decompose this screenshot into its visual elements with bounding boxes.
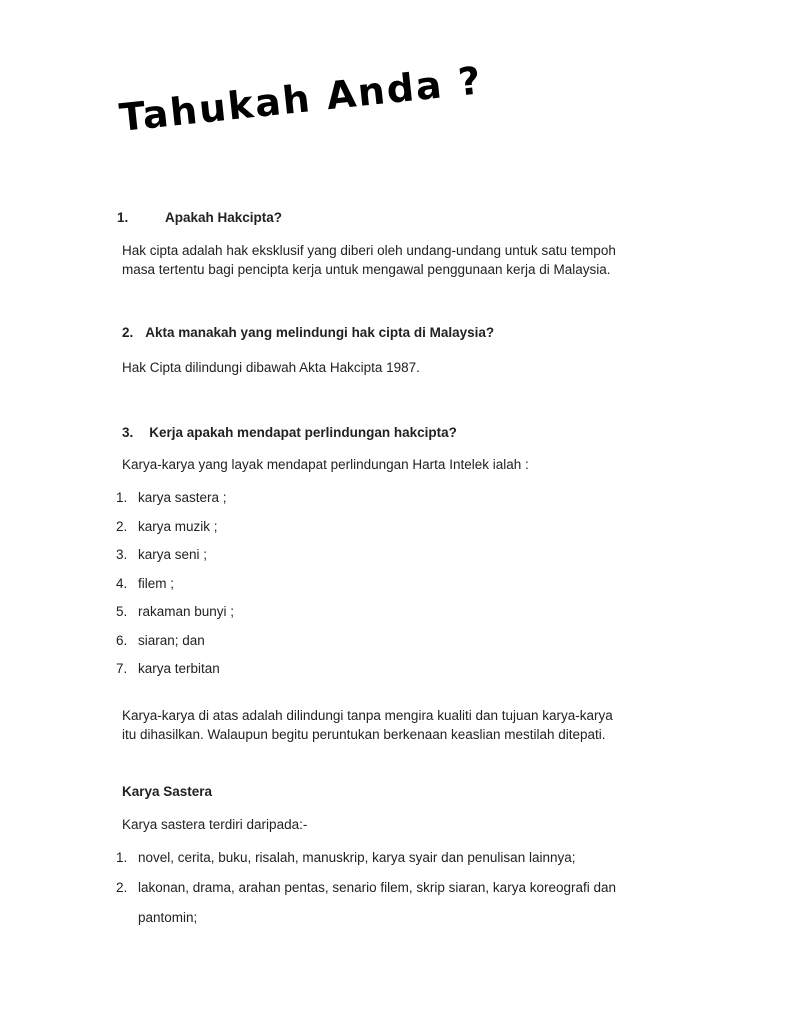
- works-note-line-2: itu dihasilkan. Walaupun begitu peruntukan berkenaan keaslian mestilah ditepati.: [122, 727, 606, 742]
- list-item: 1. novel, cerita, buku, risalah, manuskrip, karya syair dan penulisan lainnya;: [116, 850, 576, 865]
- answer-1: [122, 241, 616, 279]
- works-list: [116, 488, 234, 688]
- answer-1-line-2: masa tertentu bagi pencipta kerja untuk mengawal penggunaan kerja di Malaysia.: [122, 262, 611, 277]
- list-item-continuation: pantomin;: [138, 910, 198, 925]
- list-item: 6. siaran; dan: [116, 632, 205, 648]
- works-note-line-1: Karya-karya di atas adalah dilindungi tanpa mengira kualiti dan tujuan karya-karya: [122, 708, 613, 723]
- question-1-number: 1.: [117, 210, 129, 225]
- list-item: 5. rakaman bunyi ;: [116, 604, 235, 619]
- list-item: 1. karya sastera ;: [116, 490, 227, 505]
- answer-3: Karya-karya yang layak mendapat perlindungan Harta Intelek ialah :: [122, 457, 529, 472]
- karya-sastera-intro: Karya sastera terdiri daripada:-: [122, 817, 308, 832]
- question-3: [122, 423, 457, 443]
- question-2-text: Akta manakah yang melindungi hak cipta di Malaysia?: [145, 325, 495, 340]
- answer-2: Hak Cipta dilindungi dibawah Akta Hakcipta 1987.: [122, 360, 420, 375]
- works-note: [122, 706, 613, 744]
- list-item: 4. filem ;: [116, 575, 175, 591]
- list-item: 3. karya seni ;: [116, 547, 208, 562]
- list-item: 2. lakonan, drama, arahan pentas, senario filem, skrip siaran, karya koreografi dan: [116, 880, 617, 895]
- answer-1-line-1: Hak cipta adalah hak eksklusif yang diberi oleh undang-undang untuk satu tempoh: [122, 243, 616, 258]
- question-2-number: 2.: [122, 325, 134, 340]
- page-title: Tahukah Anda ?: [117, 58, 485, 140]
- list-item: 2. karya muzik ;: [116, 518, 218, 534]
- list-item: 7. karya terbitan: [116, 661, 220, 676]
- karya-sastera-list: [116, 848, 616, 908]
- question-2: [122, 323, 494, 343]
- question-3-text: Kerja apakah mendapat perlindungan hakcipta?: [149, 425, 457, 440]
- section-heading-karya-sastera: Karya Sastera: [122, 784, 213, 799]
- question-1: Apakah Hakcipta?: [165, 210, 283, 225]
- question-3-number: 3.: [122, 425, 134, 440]
